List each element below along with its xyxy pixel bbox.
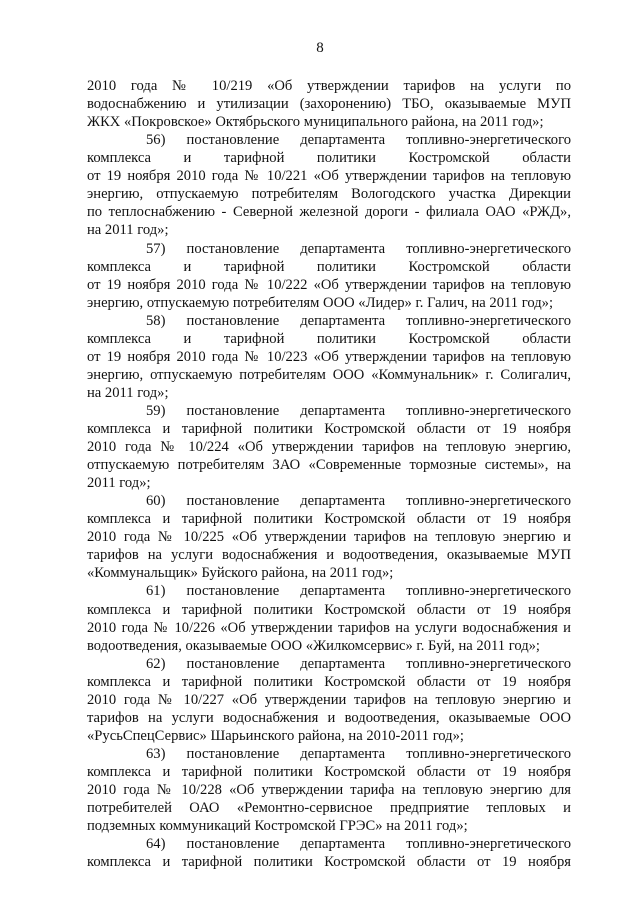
text-line: комплекса и тарифной политики Костромской области от 19 ноября [87,763,571,780]
text-line: 2010 года № 10/219 «Об утверждении тарифов на услуги по [87,78,571,94]
text-line: энергию, отпускаемую потребителям ООО «Лидер» г. Галич, на 2011 год»; [87,294,553,311]
text-line: энергию, отпускаемую потребителям Вологодского участка Дирекции [87,186,571,203]
text-line: 58) постановление департамента топливно-энергетического [146,312,571,329]
text-line: на 2011 год»; [87,222,169,239]
text-line: водоснабжению и утилизации (захоронению) ТБО, оказываемые МУП [87,96,571,112]
text-line: подземных коммуникаций Костромской ГРЭС» на 2011 год»; [87,818,468,835]
text-line: от 19 ноября 2010 года № 10/223 «Об утверждении тарифов на тепловую [87,348,571,365]
text-line: комплекса и тарифной политики Костромской области [87,150,571,167]
text-line: комплекса и тарифной политики Костромской области от 19 ноября [87,854,571,871]
text-line: по теплоснабжению - Северной железной дороги - филиала ОАО «РЖД», [87,204,571,221]
text-line: от 19 ноября 2010 года № 10/222 «Об утверждении тарифов на тепловую [87,276,571,293]
text-line: 60) постановление департамента топливно-энергетического [146,493,571,510]
text-line: 57) постановление департамента топливно-энергетического [146,240,571,257]
text-line: 2010 года № 10/226 «Об утверждении тарифов на услуги водоснабжения и [87,619,571,636]
text-line: 2010 года № 10/224 «Об утверждении тарифов на тепловую энергию, [87,439,571,455]
text-line: от 19 ноября 2010 года № 10/221 «Об утверждении тарифов на тепловую [87,168,571,185]
text-line: «РусьСпецСервис» Шарьинского района, на 2010-2011 год»; [87,727,464,744]
text-line: отпускаемую потребителям ЗАО «Современные тормозные системы», на [87,457,571,474]
text-line: потребителей ОАО «Ремонтно-сервисное предприятие тепловых и [87,800,571,816]
text-line: комплекса и тарифной политики Костромской области от 19 ноября [87,673,571,690]
text-line: комплекса и тарифной политики Костромской области [87,258,571,275]
text-line: 2010 года № 10/225 «Об утверждении тарифов на тепловую энергию и [87,529,571,546]
text-line: ЖКХ «Покровское» Октябрьского муниципального района, на 2011 год»; [87,114,544,131]
text-line: на 2011 год»; [87,384,169,401]
text-line: тарифов на услуги водоснабжения и водоотведения, оказываемые ООО [87,709,571,726]
text-line: энергию, отпускаемую потребителям ООО «Коммунальник» г. Солигалич, [87,366,571,383]
text-line: 63) постановление департамента топливно-энергетического [146,745,571,762]
text-line: водоотведения, оказываемые ООО «Жилкомсервис» г. Буй, на 2011 год»; [87,637,540,654]
text-line: 61) постановление департамента топливно-энергетического [146,583,571,600]
text-line: комплекса и тарифной политики Костромской области от 19 ноября [87,511,571,528]
text-line: «Коммунальщик» Буйского района, на 2011 год»; [87,565,394,582]
text-line: 2010 года № 10/228 «Об утверждении тарифа на тепловую энергию для [87,782,571,798]
text-line: 64) постановление департамента топливно-энергетического [146,836,571,853]
text-line: 56) постановление департамента топливно-энергетического [146,132,571,149]
text-line: тарифов на услуги водоснабжения и водоотведения, оказываемые МУП [87,547,571,564]
text-line: 2011 год»; [87,475,151,492]
text-line: комплекса и тарифной политики Костромской области от 19 ноября [87,601,571,618]
text-line: 2010 года № 10/227 «Об утверждении тарифов на тепловую энергию и [87,691,571,708]
text-line: 62) постановление департамента топливно-энергетического [146,655,571,672]
text-line: 59) постановление департамента топливно-энергетического [146,402,571,419]
text-line: комплекса и тарифной политики Костромской области от 19 ноября [87,420,571,437]
text-line: комплекса и тарифной политики Костромской области [87,330,571,347]
page-number: 8 [316,40,324,56]
